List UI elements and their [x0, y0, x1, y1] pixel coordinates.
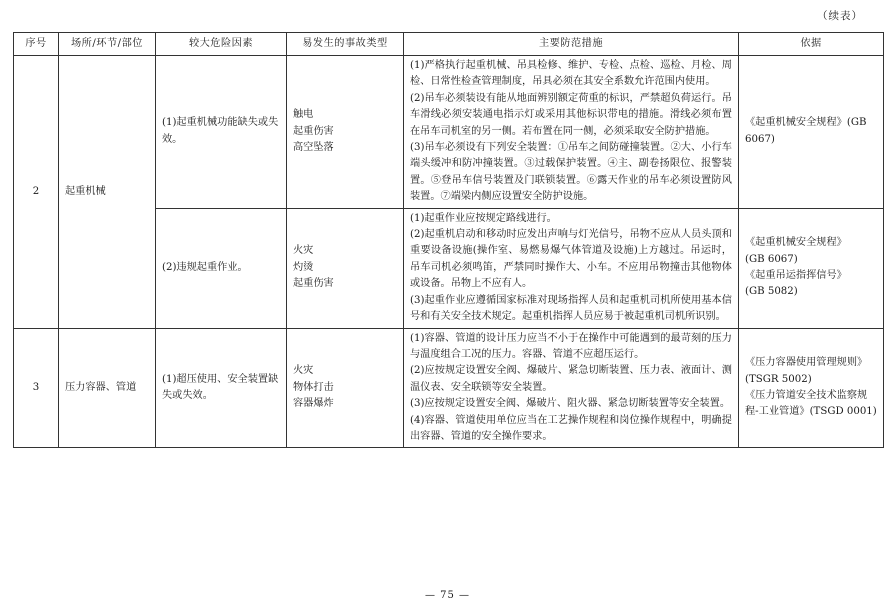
location-cell: 起重机械 [59, 56, 156, 329]
measure-item: (3)应按规定设置安全阀、爆破片、阻火器、紧急切断装置等安全装置。 [410, 398, 731, 410]
continued-note: （续表） [817, 10, 863, 22]
risk-factor-cell: (1)超压使用、安全装置缺失或失效。 [156, 328, 287, 448]
row-number: 2 [14, 56, 59, 329]
measure-item: (4)容器、管道使用单位应当在工艺操作规程和岗位操作规程中，明确提出容器、管道的安全操作要求。 [410, 414, 732, 442]
basis-cell [739, 208, 884, 328]
basis-item: (GB 6067) [745, 253, 798, 265]
measure-item: (3)吊车必须设有下列安全装置：①吊车之间防碰撞装置。②大、小行车端头缓冲和防冲撞装置。③过载保护装置。④主、副卷扬限位、报警装置。⑤登吊车信号装置及门联锁装置。⑥露天作业的吊车必须设置防风装置。⑦端梁内侧应设置安全防护设施。 [410, 142, 732, 203]
accident-type: 容器爆炸 [293, 398, 334, 410]
column-header-measures: 主要防范措施 [404, 33, 739, 56]
basis-cell [739, 328, 884, 448]
accident-type: 物体打击 [293, 381, 334, 393]
measure-item: (2)应按规定设置安全阀、爆破片、紧急切断装置、压力表、液面计、测温仪表、安全联锁等安全装置。 [410, 365, 732, 393]
basis-item: (GB 5082) [745, 286, 798, 298]
measure-item: (1)起重作业应按规定路线进行。 [410, 212, 557, 224]
basis-item: 《起重机械安全规程》 [745, 237, 847, 249]
table-row [14, 56, 884, 209]
accident-type: 高空坠落 [293, 142, 334, 154]
basis-item: 《压力管道安全技术监察规程-工业管道》(TSGD 0001) [745, 389, 877, 418]
accident-type: 触电 [293, 109, 314, 121]
accident-type: 起重伤害 [293, 278, 334, 290]
measures-cell [404, 56, 739, 209]
measures-cell [404, 328, 739, 448]
accident-type: 火灾 [293, 365, 314, 377]
accident-type-cell [287, 208, 404, 328]
risk-factor-cell: (2)违规起重作业。 [156, 208, 287, 328]
measure-item: (2)吊车必须装设有能从地面辨别额定荷重的标识，严禁超负荷运行。吊车滑线必须安装通电指示灯或采用其他标识带电的措施。滑线必须布置在吊车司机室的另一侧。若布置在同一侧，必须采取安全防护措施。 [410, 92, 732, 137]
location-cell: 压力容器、管道 [59, 328, 156, 448]
basis-item: 《起重吊运指挥信号》 [745, 270, 847, 282]
basis-item: 《压力容器使用管理规则》(TSGR 5002) [745, 357, 868, 385]
measure-item: (3)起重作业应遵循国家标准对现场指挥人员和起重机司机所使用基本信号和有关安全技术规定。起重机指挥人员应易于被起重机司机所识别。 [410, 294, 732, 323]
measure-item: (1)容器、管道的设计压力应当不小于在操作中可能遇到的最苛刻的压力与温度组合工况的压力。容器、管道不应超压运行。 [410, 332, 732, 360]
risk-table [13, 32, 884, 448]
accident-type-cell [287, 328, 404, 448]
table-header-row [14, 33, 884, 56]
table-row [14, 328, 884, 448]
basis-item: 《起重机械安全规程》(GB 6067) [745, 117, 867, 145]
measure-item: (2)起重机启动和移动时应发出声响与灯光信号，吊物不应从人员头顶和重要设备设施(操作室、易燃易爆气体管道及设施)上方越过。吊运时，吊车司机必须鸣笛，严禁同时操作大、小车。不应用吊物撞击其他物体或设备。吊物上不应有人。 [410, 229, 732, 290]
column-header-basis: 依据 [739, 33, 884, 56]
column-header-accident-type: 易发生的事故类型 [287, 33, 404, 56]
risk-factor-cell: (1)起重机械功能缺失或失效。 [156, 56, 287, 209]
column-header-risk-factor: 较大危险因素 [156, 33, 287, 56]
accident-type: 灼烫 [293, 261, 314, 273]
accident-type: 起重伤害 [293, 125, 334, 137]
basis-cell [739, 56, 884, 209]
accident-type-cell [287, 56, 404, 209]
column-header-location: 场所/环节/部位 [59, 33, 156, 56]
measures-cell [404, 208, 739, 328]
page-number: — 75 — [424, 590, 471, 601]
column-header-no: 序号 [14, 33, 59, 56]
row-number: 3 [14, 328, 59, 448]
measure-item: (1)严格执行起重机械、吊具检修、维护、专检、点检、巡检、月检、周检、日常性检查管理制度，吊具必须在其安全系数允许范围内使用。 [410, 60, 732, 88]
accident-type: 火灾 [293, 245, 314, 257]
